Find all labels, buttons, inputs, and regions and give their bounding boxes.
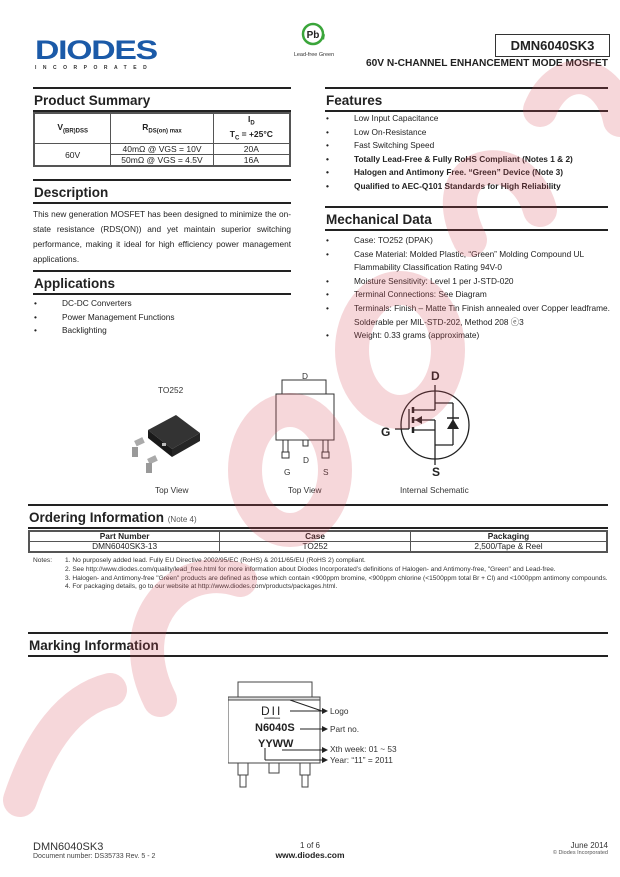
col-header-packaging: Packaging	[410, 531, 607, 542]
list-item: • Low Input Capacitance	[322, 112, 612, 126]
section-header-marking-information	[28, 632, 608, 657]
vbr-value: 60V	[34, 144, 111, 167]
to252-package-image	[128, 405, 208, 475]
marking-label-part: Part no.	[330, 724, 360, 734]
list-item: • Low On-Resistance	[322, 126, 612, 140]
footer-part-number: DMN6040SK3	[33, 841, 104, 853]
list-item: • Terminals: Finish – Matte Tin Finish annealed over Copper leadframe. Solderable per MIL-STD-202, Method 208 ⓔ3	[322, 302, 612, 329]
schematic-label-d: D	[431, 369, 440, 383]
pin-label-d: D	[303, 455, 309, 465]
diodes-logo	[35, 37, 165, 73]
logo-subtext: INCORPORATED	[35, 65, 154, 71]
section-header-features	[325, 87, 608, 112]
section-header-applications	[33, 270, 291, 295]
caption-internal-schematic: Internal Schematic	[400, 485, 469, 495]
footer-doc-number: Document number: DS35733 Rev. 5 - 2	[33, 853, 156, 860]
footer-copyright: © Diodes Incorporated	[552, 850, 608, 856]
part-number-box: DMN6040SK3	[495, 34, 610, 57]
rds-value: 40mΩ @ VGS = 10V	[111, 144, 213, 155]
schematic-label-s: S	[432, 465, 441, 479]
list-item: • Halogen and Antimony Free. “Green” Device (Note 3)	[322, 166, 612, 180]
case-cell: TO252	[220, 542, 411, 553]
description-text: This new generation MOSFET has been designed to minimize the on-state resistance (RDS(ON)) and yet maintain superior switching performance, making it ideal for high efficiency power management applications.	[33, 209, 291, 264]
section-title	[28, 506, 608, 527]
features-list	[322, 112, 612, 194]
list-item: • Power Management Functions	[30, 311, 290, 325]
col-header-case: Case	[220, 531, 411, 542]
lead-free-label: Lead-free Green	[293, 52, 335, 58]
package-label: TO252	[158, 385, 184, 395]
section-title: Description	[34, 185, 109, 200]
svg-text:Pb: Pb	[306, 30, 320, 41]
lead-free-badge	[289, 22, 339, 58]
section-title: Marking Information	[29, 638, 159, 653]
marking-label-year: Year: “11” = 2011	[330, 755, 393, 765]
list-item: • Case: TO252 (DPAK)	[322, 234, 612, 248]
schematic-label-g: G	[381, 425, 391, 439]
section-title: Product Summary	[34, 93, 151, 108]
col-header-part-number: Part Number	[29, 531, 220, 542]
marking-date-code: YYWW	[258, 738, 294, 750]
list-item: • Fast Switching Speed	[322, 139, 612, 153]
list-item: • Terminal Connections: See Diagram	[322, 288, 612, 302]
footer-page-number: 1 of 6	[299, 841, 320, 850]
pin-label-d-top: D	[302, 371, 308, 381]
list-item: • Moisture Sensitivity: Level 1 per J-STD-020	[322, 275, 612, 289]
marking-label-logo: Logo	[330, 706, 349, 716]
section-title: Mechanical Data	[326, 212, 432, 227]
caption-top-view-2: Top View	[288, 485, 322, 495]
section-title: Applications	[34, 276, 116, 291]
marking-logo: D͟I͟I	[261, 704, 283, 718]
id-value: 20A	[213, 144, 290, 155]
notes-list	[33, 557, 613, 592]
rds-value: 50mΩ @ VGS = 4.5V	[111, 155, 213, 167]
part-number-cell: DMN6040SK3-13	[29, 542, 220, 553]
table-row	[29, 542, 607, 553]
notes-block	[33, 557, 613, 592]
note-item: 4. For packaging details, go to our website at http://www.diodes.com/products/packages.html.	[65, 583, 338, 591]
list-item: • Backlighting	[30, 324, 290, 338]
list-item: • Case Material: Molded Plastic, “Green” Molding Compound UL Flammability Classification Rating 94V-0	[322, 248, 612, 275]
note-item: 2. See http://www.diodes.com/quality/lead_free.html for more information about Diodes Incorporated’s definitions of Halogen- and Antimony-free, "Green" and Lead-free.	[65, 565, 556, 573]
note-item: 3. Halogen- and Antimony-free "Green" products are defined as those which contain <900ppm bromine, <900ppm chlorine (<1500ppm total Br + Cl) and <1000ppm antimony compounds.	[65, 574, 608, 582]
footer-date: June 2014	[570, 841, 608, 850]
marking-leader-lines	[260, 700, 330, 770]
footer-right	[553, 841, 608, 856]
list-item: • DC-DC Converters	[30, 297, 290, 311]
section-title: Features	[326, 93, 383, 108]
notes-label: Notes:	[33, 557, 53, 564]
pb-free-icon	[301, 22, 327, 46]
pin-label-s: S	[323, 467, 329, 477]
section-header-mechanical-data	[325, 206, 608, 231]
marking-label-week: Xth week: 01 ~ 53	[330, 744, 397, 754]
id-value: 16A	[213, 155, 290, 167]
col-header-vbr: $V_{(BR)DSS}$	[34, 113, 111, 144]
caption-top-view-1: Top View	[155, 485, 189, 495]
note-item: 1. No purposely added lead. Fully EU Directive 2002/95/EC (RoHS) & 2011/65/EU (RoHS 2) compliant.	[65, 557, 366, 564]
internal-schematic-diagram	[395, 385, 475, 465]
ordering-table	[28, 530, 608, 553]
ordering-note-ref: (Note 4)	[167, 515, 197, 524]
section-header-ordering-information	[28, 504, 608, 529]
section-header-description	[33, 179, 291, 204]
pin-label-g: G	[284, 467, 291, 477]
applications-list	[30, 297, 290, 338]
packaging-cell: 2,500/Tape & Reel	[410, 542, 607, 553]
mechanical-list	[322, 234, 612, 343]
col-header-id: $I_D$ $T_C = +25^\circ C$	[213, 113, 290, 144]
list-item: • Qualified to AEC-Q101 Standards for High Reliability	[322, 180, 612, 194]
ordering-title: Ordering Information	[29, 510, 164, 525]
logo-text: DIODES	[35, 35, 157, 65]
col-header-rds: $R_{DS(on) max}$	[111, 113, 213, 144]
marking-part-number: N6040S	[255, 722, 295, 734]
product-subtitle: 60V N-CHANNEL ENHANCEMENT MODE MOSFET	[365, 58, 608, 69]
footer-website-link[interactable]: www.diodes.com	[275, 850, 345, 860]
list-item: • Totally Lead-Free & Fully RoHS Compliant (Notes 1 & 2)	[322, 153, 612, 167]
product-summary-table	[33, 112, 291, 167]
footer-left	[33, 841, 155, 860]
footer-center	[260, 841, 360, 860]
section-header-product-summary	[33, 87, 291, 112]
table-row	[34, 144, 290, 155]
list-item: • Weight: 0.33 grams (approximate)	[322, 329, 612, 343]
